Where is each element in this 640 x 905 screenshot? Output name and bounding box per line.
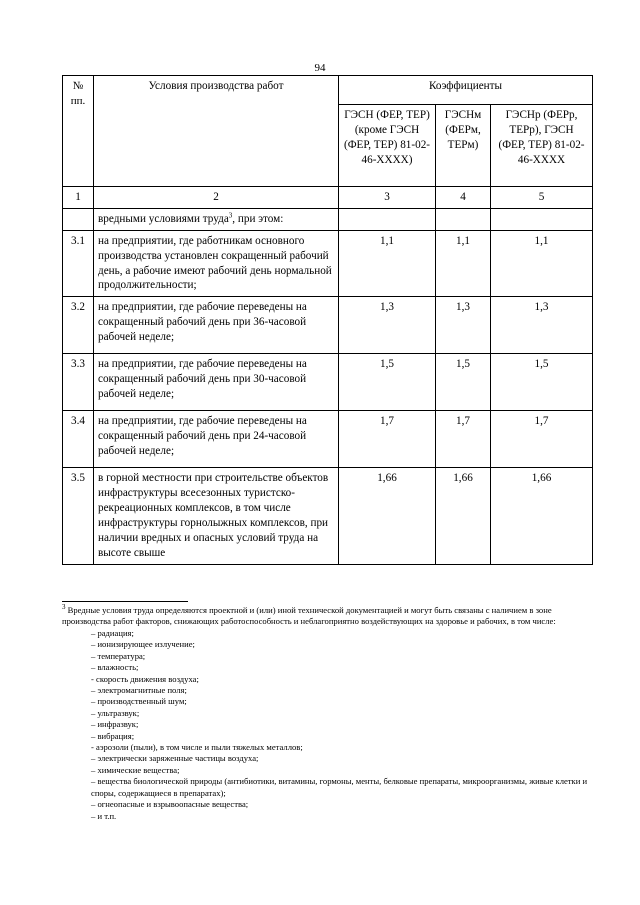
row-number: 3.2 — [63, 297, 94, 354]
hazard-list — [62, 628, 597, 822]
row-coef-4: 1,5 — [436, 354, 491, 411]
list-item: – вибрация; — [91, 730, 135, 741]
intro-text: вредными условиями труда$^3$, при этом: — [94, 208, 339, 230]
row-coef-4: 1,1 — [436, 230, 491, 297]
row-coef-3: 1,3 — [339, 297, 436, 354]
col-number-4: 4 — [436, 187, 491, 209]
row-coef-5: 1,5 — [491, 354, 593, 411]
list-item: – электрически заряженные частицы воздуха; — [91, 753, 259, 764]
page-number: 94 — [314, 62, 326, 74]
header-coefficients: Коэффициенты — [339, 76, 593, 105]
row-coef-4: 1,7 — [436, 411, 491, 468]
table-row — [63, 411, 593, 468]
header-col3: ГЭСН (ФЕР, ТЕР) (кроме ГЭСН (ФЕР, ТЕР) 81-02-46-ХХХХ) — [339, 105, 436, 187]
footnote — [62, 605, 597, 822]
col-number-1: 1 — [63, 187, 94, 209]
header-col5: ГЭСНр (ФЕРр, ТЕРр), ГЭСН (ФЕР, ТЕР) 81-02-46-ХХХХ — [491, 105, 593, 187]
row-number: 3.3 — [63, 354, 94, 411]
row-coef-3: 1,1 — [339, 230, 436, 297]
table-row — [63, 230, 593, 297]
footnote-ref: 3 — [228, 211, 233, 220]
footnote-mark: 3 — [62, 603, 66, 612]
coefficients-table — [62, 75, 593, 565]
header-num: № пп. — [63, 76, 94, 187]
row-condition: на предприятии, где работникам основного производства установлен сокращенный рабочий день, а рабочие имеют рабочий день нормальной продолжительности; — [94, 230, 339, 297]
row-number: 3.4 — [63, 411, 94, 468]
header-row-1 — [63, 76, 593, 105]
row-coef-5: 1,7 — [491, 411, 593, 468]
list-item: – ионизирующее излучение; — [91, 639, 195, 650]
list-item: - аэрозоли (пыли), в том числе и пыли тяжелых металлов; — [91, 742, 303, 753]
footnote-text: $^3$ Вредные условия труда определяются проектной и (или) иной технической документацией и могут быть связаны с наличием в зоне производства работ факторов, снижающих работоспособность и неблагоприятно воздействующих на здоровье и рабочих, в том числе: — [62, 603, 556, 627]
row-coef-5: 1,3 — [491, 297, 593, 354]
row-condition: в горной местности при строительстве объектов инфраструктуры всесезонных туристско-рекреационных комплексов, в том числе инфраструктуры горнолыжных комплексов, при наличии вредных и опасных условий труда на высоте свыше — [94, 468, 339, 564]
row-condition: на предприятии, где рабочие переведены на сокращенный рабочий день при 24-часовой рабочей неделе; — [94, 411, 339, 468]
table-row — [63, 468, 593, 564]
table-row — [63, 354, 593, 411]
list-item: – температура; — [91, 650, 146, 661]
column-number-row — [63, 187, 593, 209]
header-conditions: Условия производства работ — [94, 76, 339, 187]
row-number: 3.5 — [63, 468, 94, 564]
row-number: 3.1 — [63, 230, 94, 297]
col-number-3: 3 — [339, 187, 436, 209]
row-condition: на предприятии, где рабочие переведены на сокращенный рабочий день при 36-часовой рабочей неделе; — [94, 297, 339, 354]
list-item: – вещества биологической природы (антибиотики, витамины, гормоны, менты, белковые препараты, микроорганизмы, живые клетки и споры, содержащиеся в препаратах); — [91, 776, 588, 798]
row-coef-5: 1,66 — [491, 468, 593, 564]
header-col4: ГЭСНм (ФЕРм, ТЕРм) — [436, 105, 491, 187]
list-item: – инфразвук; — [91, 719, 139, 730]
col-number-2: 2 — [94, 187, 339, 209]
row-coef-3: 1,7 — [339, 411, 436, 468]
row-condition: на предприятии, где рабочие переведены на сокращенный рабочий день при 30-часовой рабочей неделе; — [94, 354, 339, 411]
row-coef-4: 1,3 — [436, 297, 491, 354]
list-item: – влажность; — [91, 662, 139, 673]
row-coef-5: 1,1 — [491, 230, 593, 297]
table-row — [63, 297, 593, 354]
list-item: - скорость движения воздуха; — [91, 673, 199, 684]
list-item: – электромагнитные поля; — [91, 684, 187, 695]
row-coef-3: 1,66 — [339, 468, 436, 564]
list-item: – производственный шум; — [91, 696, 187, 707]
list-item: – радиация; — [91, 627, 134, 638]
list-item: – огнеопасные и взрывоопасные вещества; — [91, 799, 249, 810]
col-number-5: 5 — [491, 187, 593, 209]
row-coef-4: 1,66 — [436, 468, 491, 564]
row-coef-3: 1,5 — [339, 354, 436, 411]
list-item: – и т.п. — [91, 810, 117, 821]
list-item: – ультразвук; — [91, 707, 140, 718]
intro-row — [63, 208, 593, 230]
footnote-divider — [62, 601, 188, 602]
list-item: – химические вещества; — [91, 764, 180, 775]
